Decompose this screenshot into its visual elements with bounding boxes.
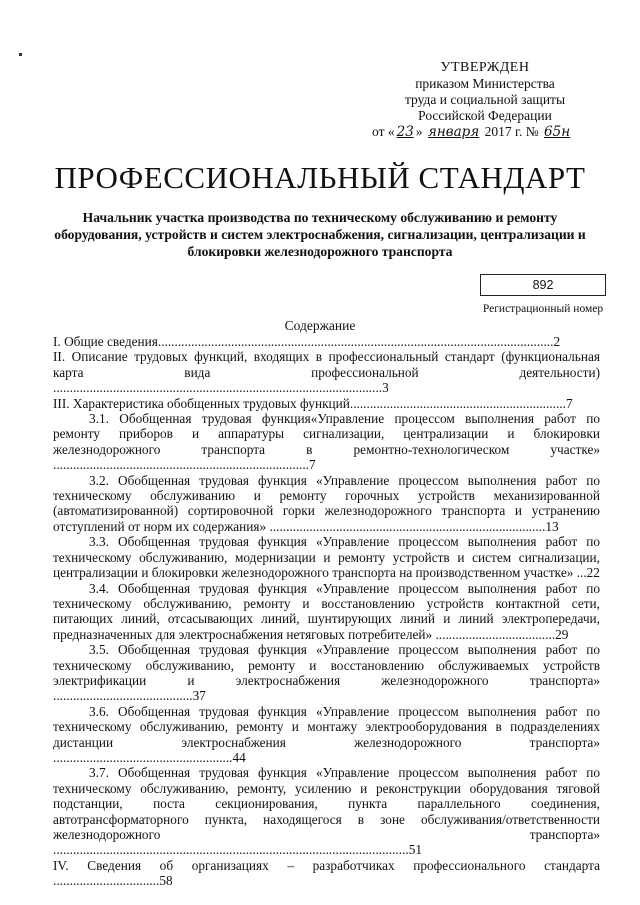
toc-title: Содержание <box>284 318 356 333</box>
toc-entry[interactable]: II. Описание трудовых функций, входящих в профессиональный стандарт (функциональная карта вида профессиональной деятельности) ...................................................................................................3 <box>53 349 600 396</box>
date-prefix: от « <box>372 124 395 139</box>
registration-caption: Регистрационный номер <box>482 303 604 315</box>
approval-line-2: труда и социальной защиты <box>404 92 566 107</box>
toc-entry[interactable]: I. Общие сведения.......................................................................................................................2 <box>53 334 561 349</box>
toc-entry[interactable]: 3.4. Обобщенная трудовая функция «Управление процессом выполнения работ по техническому обслуживанию, ремонту и восстановлению устройств контактной сети, питающих линий, отсасывающих линий, шунтирующих линий и линий электропередачи, предназначенных для электроснабжения нетяговых потребителей» ....................................29 <box>53 580 600 642</box>
toc-entry[interactable]: 3.1. Обобщенная трудовая функция«Управление процессом выполнения работ по ремонту приборов и аппаратуры сигнализации, централизации и блокировки железнодорожного транспорта в ремонтно-технологическом участке» .............................................................................7 <box>53 411 600 473</box>
scan-mark <box>19 53 22 56</box>
document-title: ПРОФЕССИОНАЛЬНЫЙ СТАНДАРТ <box>54 160 586 195</box>
handwritten-month: января <box>427 124 480 140</box>
toc-entry[interactable]: 3.3. Обобщенная трудовая функция «Управление процессом выполнения работ по техническому обслуживанию, модернизации и ремонту устройств и систем сигнализации, централизации и блокировки железнодорожного транспорта на производственном участке» ...22 <box>53 534 600 581</box>
standard-name: Начальник участка производства по техническому обслуживанию и ремонту оборудования, устройств и систем электроснабжения, сигнализации, централизации и блокировки железнодорожного транспорта <box>54 210 586 259</box>
toc-entry[interactable]: IV. Сведения об организациях – разработчиках профессионального стандарта ................................58 <box>53 857 600 889</box>
toc-entry[interactable]: 3.2. Обобщенная трудовая функция «Управление процессом выполнения работ по техническому обслуживанию и ремонту горочных устройств механизированной (автоматизированной) сортировочной горки железнодорожного транспорта и устранению отступлений от норм их содержания» ...................................................................................13 <box>53 472 600 534</box>
handwritten-day: 23 <box>396 124 414 140</box>
toc-entry[interactable]: III. Характеристика обобщенных трудовых функций.................................................................7 <box>53 395 573 411</box>
date-mid: » <box>415 124 423 139</box>
table-of-contents <box>53 334 600 889</box>
approval-line-1: приказом Министерства <box>415 76 555 91</box>
toc-entry[interactable]: 3.6. Обобщенная трудовая функция «Управление процессом выполнения работ по техническому обслуживанию, ремонту и монтажу электрооборудования в подразделениях дистанции электроснабжения железнодорожного транспорта» ......................................................44 <box>53 703 600 765</box>
handwritten-order-number: 65н <box>544 124 571 140</box>
order-date-line <box>360 124 610 140</box>
toc-entry[interactable]: 3.7. Обобщенная трудовая функция «Управление процессом выполнения работ по техническому обслуживанию, ремонту, усилению и реконструкции оборудования тяговой подстанции, поста секционирования, пункта параллельного соединения, автотрансформаторного пункта, находящегося в зоне обслуживания/ответственности железнодорожного транспорта» ...........................................................................................................51 <box>53 765 600 858</box>
approval-line-3: Российской Федерации <box>418 108 552 123</box>
order-year: 2017 г. № <box>484 124 539 139</box>
approval-title: УТВЕРЖДЕН <box>440 60 530 75</box>
approval-stamp <box>360 60 610 140</box>
toc-entry[interactable]: 3.5. Обобщенная трудовая функция «Управление процессом выполнения работ по техническому обслуживанию, ремонту и восстановлению обслуживаемых устройств электрификации и электроснабжения железнодорожного транспорта» ..........................................37 <box>53 642 600 704</box>
registration-number-box: 892 <box>480 274 606 296</box>
